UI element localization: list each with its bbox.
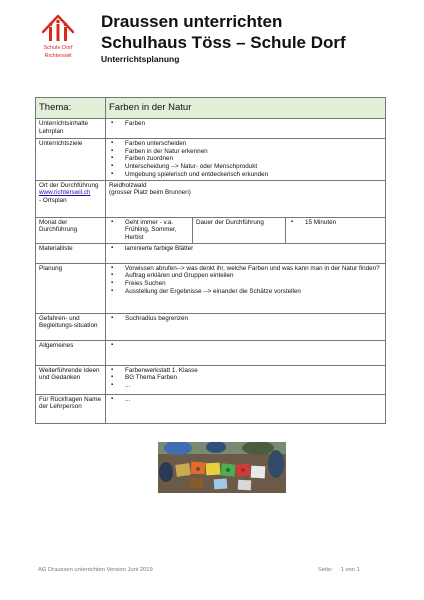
theme-label: Thema:: [36, 98, 106, 119]
document-subtitle-school: Schulhaus Töss – Schule Dorf: [101, 33, 346, 52]
planning-item: ▪ Freies Suchen: [109, 280, 382, 288]
planning-item: ▪ Auftrag erklären und Gruppen einteilen: [109, 272, 382, 280]
location-value: Reidholzwald: [109, 181, 147, 189]
month-cell: [106, 217, 193, 243]
planning-row: [36, 263, 386, 313]
location-cell: [106, 180, 386, 217]
logo-line2: Richterswil: [44, 52, 72, 59]
materials-label: Materialliste: [36, 243, 106, 263]
goal-item: ▪ Farben zuordnen: [109, 155, 382, 163]
school-logo: [38, 14, 78, 59]
further-label: Weiterführende Ideen und Gedanken: [36, 365, 106, 394]
danger-label: Gefahren- und Begleitungs-situation: [36, 313, 106, 340]
location-suffix: - Ortsplan: [39, 196, 67, 204]
danger-cell: [106, 313, 386, 340]
goals-label: Unterrichtsziele: [36, 139, 106, 181]
questions-item: ▪ ...: [109, 396, 382, 404]
theme-row: [36, 98, 386, 119]
duration-label: Dauer der Durchführung: [193, 217, 286, 243]
goals-cell: [106, 139, 386, 181]
document-subtitle: Unterrichtsplanung: [101, 54, 180, 64]
questions-label: Für Rückfragen Name der Lehrperson: [36, 394, 106, 423]
content-row: [36, 119, 386, 139]
month-value: ▪ Geht immer - v.a. Frühling, Sommer, Herbst: [109, 219, 189, 242]
goal-item: ▪ Farben in der Natur erkennen: [109, 148, 382, 156]
document-title: Draussen unterrichten: [101, 12, 283, 31]
materials-item: ▪ laminierte farbige Blätter: [109, 245, 382, 253]
materials-cell: [106, 243, 386, 263]
planning-table: [35, 97, 386, 424]
content-cell: [106, 119, 386, 139]
location-label: Ort der Durchführung: [39, 181, 99, 189]
logo-line1: Schule Dorf: [43, 45, 73, 51]
location-link[interactable]: www.richterswil.ch: [39, 189, 91, 197]
duration-cell: [286, 217, 386, 243]
duration-value: ▪ 15 Minuten: [289, 219, 382, 227]
month-row: [36, 217, 386, 243]
danger-item: ▪ Suchradius begrenzen: [109, 315, 382, 323]
location-note: (grosser Platz beim Brunnen): [109, 189, 191, 197]
goal-item: ▪ Umgebung spielerisch und entdeckerisch erkunden: [109, 171, 382, 179]
goal-item: ▪ Farben unterscheiden: [109, 140, 382, 148]
goal-item: ▪ Unterscheidung --> Natur- oder Menschprodukt: [109, 163, 382, 171]
footer-version: AG Draussen unterrichten Version Juni 2019: [38, 567, 153, 573]
planning-cell: [106, 263, 386, 313]
further-item: ▪ ...: [109, 382, 382, 390]
footer-page-label: Seite:: [318, 567, 333, 573]
planning-item: ▪ Ausstellung der Ergebnisse --> einander die Schätze vorstellen: [109, 288, 382, 296]
questions-row: [36, 394, 386, 423]
location-row: [36, 180, 386, 217]
general-cell: [106, 340, 386, 365]
content-label: Unterrichtsinhalte Lehrplan: [36, 119, 106, 139]
theme-value: Farben in der Natur: [106, 98, 386, 119]
further-row: [36, 365, 386, 394]
further-cell: [106, 365, 386, 394]
further-item: ▪ Farbenwerkstatt 1. Klasse: [109, 367, 382, 375]
activity-photo: [158, 442, 286, 493]
further-item: ▪ BG Thema Farben: [109, 374, 382, 382]
general-row: [36, 340, 386, 365]
school-house-icon: [41, 14, 75, 44]
title-block: [101, 11, 401, 65]
footer-page-value: 1 von 1: [340, 567, 360, 573]
location-label-cell: [36, 180, 106, 217]
month-label: Monat der Durchführung: [36, 217, 106, 243]
planning-item: ▪ Vorwissen abrufen--> was denkt ihr, welche Farben und was kann man in der Natur finden?: [109, 265, 382, 273]
general-label: Allgemeines: [36, 340, 106, 365]
goals-row: [36, 139, 386, 181]
danger-row: [36, 313, 386, 340]
planning-label: Planung: [36, 263, 106, 313]
footer-page: [318, 567, 360, 573]
content-item: ▪ Farben: [109, 120, 382, 128]
questions-cell: [106, 394, 386, 423]
materials-row: [36, 243, 386, 263]
